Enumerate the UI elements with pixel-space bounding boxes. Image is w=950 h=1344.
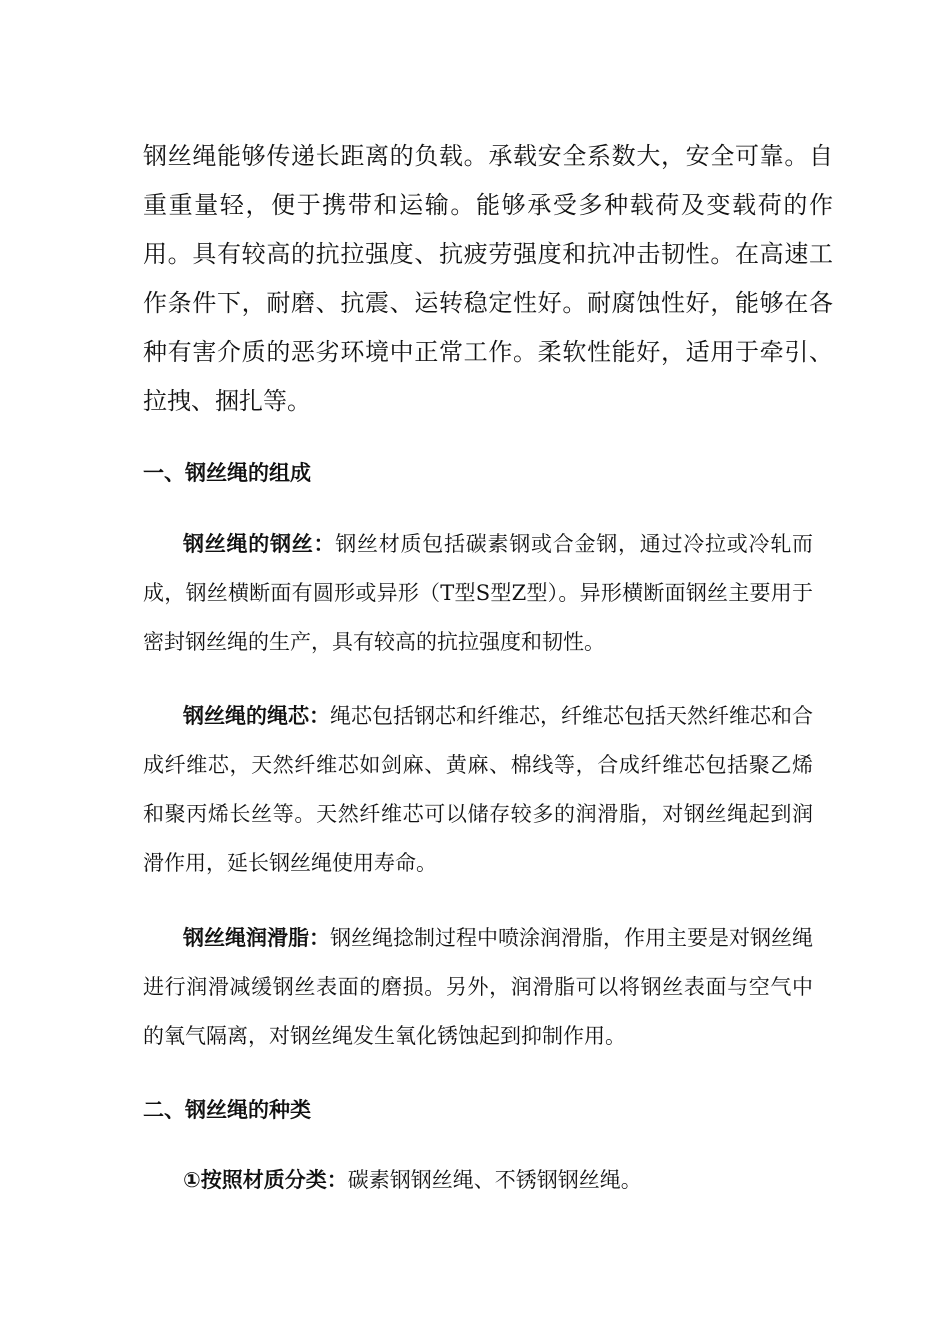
text-material-classification: 碳素钢钢丝绳、不锈钢钢丝绳。 bbox=[347, 1168, 642, 1192]
term-rope-core: 钢丝绳的绳芯： bbox=[183, 704, 330, 728]
text-steel-wire: 钢丝材质包括碳素钢或合金钢，通过冷拉或冷轧而成，钢丝横断面有圆形或异形（T型S型Z型）。异形横断面钢丝主要用于密封钢丝绳的生产，具有较高的抗拉强度和韧性。 bbox=[143, 532, 813, 654]
paragraph-lubricant bbox=[143, 914, 813, 1061]
term-steel-wire: 钢丝绳的钢丝： bbox=[183, 532, 336, 556]
text-rope-core: 绳芯包括钢芯和纤维芯，纤维芯包括天然纤维芯和合成纤维芯，天然纤维芯如剑麻、黄麻、棉线等，合成纤维芯包括聚乙烯和聚丙烯长丝等。天然纤维芯可以储存较多的润滑脂，对钢丝绳起到润滑作用，延长钢丝绳使用寿命。 bbox=[143, 704, 813, 875]
paragraph-rope-core bbox=[143, 692, 813, 888]
paragraph-material-classification bbox=[143, 1156, 813, 1205]
text-lubricant: 钢丝绳捻制过程中喷涂润滑脂，作用主要是对钢丝绳进行润滑减缓钢丝表面的磨损。另外，润滑脂可以将钢丝表面与空气中的氧气隔离，对钢丝绳发生氧化锈蚀起到抑制作用。 bbox=[143, 926, 813, 1048]
intro-paragraph: 钢丝绳能够传递长距离的负载。承载安全系数大，安全可靠。自重重量轻，便于携带和运输。能够承受多种载荷及变载荷的作用。具有较高的抗拉强度、抗疲劳强度和抗冲击韧性。在高速工作条件下，耐磨、抗震、运转稳定性好。耐腐蚀性好，能够在各种有害介质的恶劣环境中正常工作。柔软性能好，适用于牵引、拉拽、捆扎等。 bbox=[143, 142, 833, 415]
term-material-classification: ①按照材质分类： bbox=[183, 1168, 348, 1192]
section-heading-types: 二、钢丝绳的种类 bbox=[143, 1098, 311, 1122]
paragraph-steel-wire bbox=[143, 520, 813, 667]
term-lubricant: 钢丝绳润滑脂： bbox=[183, 926, 330, 950]
section-heading-composition: 一、钢丝绳的组成 bbox=[143, 461, 311, 485]
